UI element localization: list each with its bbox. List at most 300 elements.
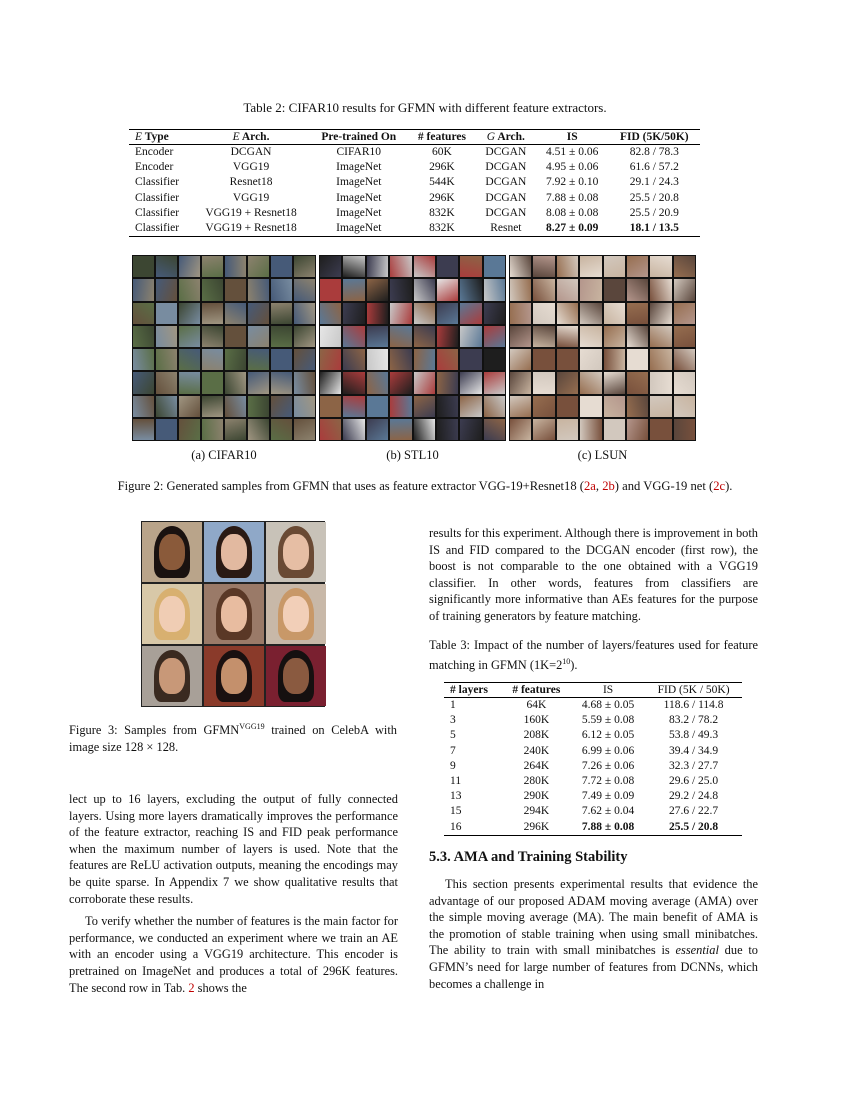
sample-tile (580, 326, 601, 347)
sample-tile (580, 256, 601, 277)
table3-header-fid: FID (5K / 50K) (645, 683, 742, 698)
sample-tile (248, 326, 269, 347)
table2-cell-is: 7.92 ± 0.10 (546, 176, 599, 189)
table2-cell-pre: ImageNet (336, 161, 382, 174)
table3-cell-f: 208K (523, 729, 550, 742)
table3-row (444, 713, 742, 728)
section-title: 5.3. AMA and Training Stability (429, 849, 628, 865)
table2-cell-pre: CIFAR10 (336, 146, 382, 158)
sample-tile (460, 372, 481, 393)
sample-tile (367, 256, 388, 277)
sample-tile (510, 396, 531, 417)
table3-cell-l: 9 (450, 759, 456, 772)
sample-tile (179, 396, 200, 417)
table2-cell-fid: 25.5 / 20.9 (629, 206, 679, 219)
sample-tile (650, 256, 671, 277)
ref-2b[interactable]: 2b (602, 479, 615, 493)
sample-tile (627, 372, 648, 393)
table2-cell-arch: VGG19 (232, 161, 270, 174)
sample-tile (320, 303, 341, 324)
sample-tile (460, 303, 481, 324)
sample-tile (650, 419, 671, 440)
sample-tile (604, 303, 625, 324)
sample-tile (627, 419, 648, 440)
table3-row (444, 789, 742, 804)
sample-tile (367, 279, 388, 300)
table3-cell-is: 5.59 ± 0.08 (581, 714, 635, 727)
sample-tile (414, 326, 435, 347)
sample-tile (367, 372, 388, 393)
sample-tile (414, 396, 435, 417)
sample-tile (604, 349, 625, 370)
table2-cell-pre: ImageNet (310, 221, 408, 237)
table3-cell-is: 7.88 ± 0.08 (571, 820, 645, 836)
table2-cell-type: Classifier (129, 221, 192, 237)
sample-tile (343, 326, 364, 347)
sample-tile (202, 279, 223, 300)
sample-tile (367, 326, 388, 347)
sample-tile (627, 349, 648, 370)
sample-tile (510, 256, 531, 277)
table2-cell-fid: 25.5 / 20.8 (629, 191, 679, 204)
table2-header-features: # features (408, 130, 476, 145)
sample-tile (650, 279, 671, 300)
sample-tile (627, 396, 648, 417)
sample-tile (390, 326, 411, 347)
sample-tile (674, 326, 695, 347)
face-sample (204, 646, 264, 706)
sample-tile (414, 303, 435, 324)
sample-tile (604, 396, 625, 417)
sample-tile (390, 303, 411, 324)
sample-tile (271, 303, 292, 324)
table3-cell-is: 4.68 ± 0.05 (581, 699, 635, 711)
table2-row (129, 191, 700, 206)
sample-tile (460, 279, 481, 300)
sample-tile (510, 419, 531, 440)
ref-tab2[interactable]: 2 (188, 980, 195, 995)
sample-tile (437, 349, 458, 370)
sample-tile (367, 419, 388, 440)
sample-tile (460, 326, 481, 347)
table3-cell-fid: 27.6 / 22.7 (668, 805, 719, 818)
table2-row (129, 206, 700, 221)
table3-caption: Table 3: Impact of the number of layers/features used for feature matching in GFMN $(1K=2^{10})$. (429, 638, 758, 672)
right-paragraph-2: This section presents experimental results that evidence the advantage of our proposed ADAM moving average (AMA) over the simple moving average (MA). The main benefit of AMA is the promotion of stable training when using small minibatches. The ability to train with small minibatches is essential due to GFMN’s need for large number of features from DCNNs, which becomes a challenge in (429, 877, 758, 991)
sample-tile (294, 349, 315, 370)
face-sample (142, 522, 202, 582)
table3-cell-l: 5 (450, 729, 456, 742)
sample-tile (133, 349, 154, 370)
table3-row (444, 728, 742, 743)
sample-tile (510, 326, 531, 347)
sample-tile (510, 279, 531, 300)
sample-tile (133, 279, 154, 300)
sample-tile (484, 303, 505, 324)
sample-tile (271, 326, 292, 347)
sample-tile (533, 279, 554, 300)
table2-cell-type: Encoder (135, 161, 174, 174)
sample-tile (674, 396, 695, 417)
sample-tile (510, 349, 531, 370)
sample-tile (650, 349, 671, 370)
cifar10-samples-image (132, 255, 316, 441)
sample-tile (604, 279, 625, 300)
table3-cell-is: 6.99 ± 0.06 (581, 744, 635, 757)
sample-tile (271, 396, 292, 417)
sample-tile (627, 303, 648, 324)
face-sample (142, 646, 202, 706)
subcaption-cifar10: (a) CIFAR10 (191, 448, 257, 462)
sample-tile (557, 303, 578, 324)
sample-tile (294, 396, 315, 417)
sample-tile (271, 256, 292, 277)
sample-tile (343, 419, 364, 440)
sample-tile (533, 326, 554, 347)
face-sample (266, 522, 326, 582)
sample-tile (294, 279, 315, 300)
table3-cell-l: 15 (450, 805, 462, 818)
table3-cell-f: 160K (523, 714, 550, 727)
table3-cell-fid: 32.3 / 27.7 (668, 759, 719, 772)
sample-tile (437, 256, 458, 277)
sample-tile (343, 279, 364, 300)
sample-tile (320, 256, 341, 277)
left-paragraph-2: To verify whether the number of features is the main factor for performance, we conducted an experiment where we train an AE with an encoder using a VGG19 architecture. This encoder is pretrained on ImageNet and produces a total of 296K features. The second row in Tab. 2 shows the (69, 914, 398, 995)
sample-tile (484, 372, 505, 393)
sample-tile (343, 303, 364, 324)
table3-header-features: # features (502, 683, 571, 698)
table3-row (444, 698, 742, 714)
sample-tile (225, 326, 246, 347)
face-sample (204, 584, 264, 644)
sample-tile (674, 372, 695, 393)
table3-cell-fid: 53.8 / 49.3 (668, 729, 719, 742)
sample-tile (156, 419, 177, 440)
sample-tile (133, 419, 154, 440)
sample-tile (133, 326, 154, 347)
sample-tile (320, 419, 341, 440)
sample-tile (202, 396, 223, 417)
table2-cell-is: 7.88 ± 0.08 (546, 191, 599, 204)
sample-tile (604, 256, 625, 277)
subcaption-stl10: (b) STL10 (386, 448, 439, 462)
sample-tile (390, 279, 411, 300)
sample-tile (557, 396, 578, 417)
table2-cell-pre: ImageNet (336, 191, 382, 204)
sample-tile (533, 419, 554, 440)
sample-tile (294, 326, 315, 347)
table2-header-garch: G Arch. (476, 130, 536, 145)
table3-header-layers: # layers (444, 683, 502, 698)
sample-tile (202, 349, 223, 370)
table3-cell-fid: 29.6 / 25.0 (668, 775, 719, 788)
table2-header-earch: E Arch. (192, 130, 309, 145)
table3-header-is: IS (571, 683, 645, 698)
table3-cell-f: 296K (502, 820, 571, 836)
sample-tile (248, 256, 269, 277)
sample-tile (437, 326, 458, 347)
sample-tile (580, 372, 601, 393)
sample-tile (179, 326, 200, 347)
table2-cell-fid: 61.6 / 57.2 (629, 161, 679, 174)
sample-tile (294, 372, 315, 393)
sample-tile (225, 303, 246, 324)
sample-tile (294, 303, 315, 324)
sample-tile (156, 303, 177, 324)
sample-tile (533, 303, 554, 324)
sample-tile (580, 349, 601, 370)
sample-tile (367, 303, 388, 324)
sample-tile (674, 349, 695, 370)
sample-tile (202, 372, 223, 393)
table2-cell-feat: 296K (429, 161, 455, 174)
sample-tile (390, 419, 411, 440)
table2-row (129, 160, 700, 175)
sample-tile (179, 303, 200, 324)
sample-tile (484, 256, 505, 277)
table2-cell-arch: Resnet18 (229, 176, 273, 189)
sample-tile (437, 303, 458, 324)
stl10-samples-image (319, 255, 506, 441)
sample-tile (627, 279, 648, 300)
sample-tile (320, 372, 341, 393)
ref-2a[interactable]: 2a (584, 479, 596, 493)
table2-header-is: IS (536, 130, 609, 145)
sample-tile (133, 396, 154, 417)
sample-tile (320, 326, 341, 347)
sample-tile (484, 419, 505, 440)
sample-tile (627, 256, 648, 277)
face-sample (266, 584, 326, 644)
table2-cell-feat: 544K (429, 176, 455, 189)
sample-tile (414, 349, 435, 370)
table2-caption: Table 2: CIFAR10 results for GFMN with different feature extractors. (243, 100, 607, 115)
table3-cell-l: 7 (450, 744, 456, 757)
table3-cell-f: 280K (523, 775, 550, 788)
sample-tile (390, 372, 411, 393)
table2-cell-type: Classifier (135, 191, 180, 204)
table2-cell-is: 4.51 ± 0.06 (546, 146, 599, 158)
sample-tile (202, 256, 223, 277)
sample-tile (179, 419, 200, 440)
subcaption-lsun: (c) LSUN (577, 448, 628, 462)
sample-tile (133, 372, 154, 393)
sample-tile (650, 396, 671, 417)
sample-tile (557, 372, 578, 393)
table3-cell-f: 294K (523, 805, 550, 818)
sample-tile (604, 419, 625, 440)
sample-tile (674, 279, 695, 300)
table2-cell-feat: 832K (429, 206, 455, 219)
table2-cell-g: DCGAN (485, 146, 527, 158)
table3-cell-fid: 25.5 / 20.8 (645, 820, 742, 836)
sample-tile (179, 279, 200, 300)
sample-tile (437, 372, 458, 393)
table2-cell-feat: 832K (408, 221, 476, 237)
sample-tile (533, 372, 554, 393)
table2-cell-is: 8.27 ± 0.09 (536, 221, 609, 237)
table2-header-pretrained: Pre-trained On (310, 130, 408, 145)
table2 (129, 129, 700, 237)
sample-tile (390, 349, 411, 370)
table2-cell-is: 8.08 ± 0.08 (546, 206, 599, 219)
sample-tile (156, 349, 177, 370)
table3-cell-l: 13 (450, 790, 462, 803)
table2-cell-pre: ImageNet (336, 176, 382, 189)
sample-tile (460, 396, 481, 417)
table2-cell-arch: VGG19 (232, 191, 270, 204)
sample-tile (367, 349, 388, 370)
sample-tile (484, 326, 505, 347)
ref-2c[interactable]: 2c (713, 479, 726, 493)
table2-cell-g: DCGAN (485, 161, 527, 174)
sample-tile (202, 303, 223, 324)
sample-tile (650, 326, 671, 347)
sample-tile (580, 419, 601, 440)
table3-cell-is: 7.49 ± 0.09 (581, 790, 635, 803)
sample-tile (248, 372, 269, 393)
sample-tile (271, 372, 292, 393)
sample-tile (580, 396, 601, 417)
sample-tile (414, 279, 435, 300)
table2-cell-g: DCGAN (485, 191, 527, 204)
sample-tile (225, 372, 246, 393)
sample-tile (225, 256, 246, 277)
table2-cell-arch: VGG19 + Resnet18 (205, 206, 297, 219)
table2-cell-is: 4.95 ± 0.06 (546, 161, 599, 174)
table3-cell-l: 3 (450, 714, 456, 727)
table2-cell-g: Resnet (476, 221, 536, 237)
sample-tile (248, 349, 269, 370)
sample-tile (390, 396, 411, 417)
table3-cell-fid: 39.4 / 34.9 (668, 744, 719, 757)
sample-tile (437, 419, 458, 440)
table3-cell-fid: 29.2 / 24.8 (668, 790, 719, 803)
sample-tile (510, 372, 531, 393)
sample-tile (294, 256, 315, 277)
table3-cell-l: 11 (450, 775, 462, 788)
table3-row (444, 804, 742, 819)
sample-tile (557, 419, 578, 440)
table3-cell-is: 7.62 ± 0.04 (581, 805, 635, 818)
table2-cell-fid: 18.1 / 13.5 (609, 221, 700, 237)
table2-cell-feat: 60K (432, 146, 452, 158)
table3-cell-f: 64K (526, 699, 547, 711)
sample-tile (320, 396, 341, 417)
sample-tile (484, 279, 505, 300)
sample-tile (248, 279, 269, 300)
sample-tile (156, 279, 177, 300)
table3-cell-l: 1 (450, 699, 456, 711)
sample-tile (604, 326, 625, 347)
sample-tile (179, 372, 200, 393)
sample-tile (225, 279, 246, 300)
table3-cell-is: 6.12 ± 0.05 (581, 729, 635, 742)
sample-tile (133, 303, 154, 324)
sample-tile (437, 279, 458, 300)
table2-row (129, 175, 700, 190)
table3-cell-f: 290K (523, 790, 550, 803)
sample-tile (248, 303, 269, 324)
sample-tile (674, 256, 695, 277)
celeba-samples-image (141, 521, 325, 707)
sample-tile (156, 256, 177, 277)
sample-tile (674, 303, 695, 324)
face-sample (266, 646, 326, 706)
face-sample (142, 584, 202, 644)
figure3-caption: Figure 3: Samples from $GFMN^{VGG19}$ trained on CelebA with image size 128 × 128. (69, 722, 397, 754)
sample-tile (414, 372, 435, 393)
sample-tile (557, 279, 578, 300)
figure2-caption: Figure 2: Generated samples from GFMN that uses as feature extractor VGG-19+Resnet18 (2a, 2b) and VGG-19 net (2c). (117, 479, 733, 493)
sample-tile (320, 279, 341, 300)
sample-tile (580, 279, 601, 300)
sample-tile (202, 419, 223, 440)
table3-cell-is: 7.26 ± 0.06 (581, 759, 635, 772)
sample-tile (179, 349, 200, 370)
table3-row (444, 774, 742, 789)
table3 (444, 682, 742, 836)
sample-tile (343, 372, 364, 393)
sample-tile (414, 256, 435, 277)
sample-tile (367, 396, 388, 417)
sample-tile (248, 419, 269, 440)
table2-row (129, 145, 700, 161)
sample-tile (225, 396, 246, 417)
sample-tile (580, 303, 601, 324)
sample-tile (343, 396, 364, 417)
table2-cell-arch: VGG19 + Resnet18 (192, 221, 309, 237)
table3-row (444, 759, 742, 774)
sample-tile (156, 396, 177, 417)
table2-cell-fid: 29.1 / 24.3 (629, 176, 679, 189)
sample-tile (627, 326, 648, 347)
sample-tile (271, 419, 292, 440)
table2-cell-type: Classifier (135, 176, 180, 189)
sample-tile (650, 372, 671, 393)
sample-tile (604, 372, 625, 393)
table2-cell-type: Encoder (135, 146, 174, 158)
left-paragraph-1: lect up to 16 layers, excluding the output of fully connected layers. Using more layers dramatically improves the performance of the feature extractor, reaching IS and FID peak performance when the maximum number of layers is used. Note that the features are ReLU activation outputs, meaning the encodings may be quite sparse. In Appendix 7 we show qualitative results that corroborate these results. (69, 792, 398, 906)
lsun-samples-image (509, 255, 696, 441)
sample-tile (225, 419, 246, 440)
sample-tile (533, 256, 554, 277)
table2-cell-feat: 296K (429, 191, 455, 204)
table2-row (129, 221, 700, 237)
sample-tile (320, 349, 341, 370)
table2-cell-type: Classifier (135, 206, 180, 219)
sample-tile (484, 396, 505, 417)
sample-tile (533, 349, 554, 370)
sample-tile (179, 256, 200, 277)
table3-row (444, 820, 742, 836)
sample-tile (510, 303, 531, 324)
sample-tile (156, 326, 177, 347)
table2-header-etype: E Type (129, 130, 192, 145)
sample-tile (484, 349, 505, 370)
sample-tile (460, 349, 481, 370)
sample-tile (225, 349, 246, 370)
table3-cell-f: 264K (523, 759, 550, 772)
table2-cell-pre: ImageNet (336, 206, 382, 219)
sample-tile (271, 349, 292, 370)
face-sample (204, 522, 264, 582)
table3-cell-fid: 83.2 / 78.2 (668, 714, 719, 727)
right-paragraph-1: results for this experiment. Although there is improvement in both IS and FID compared to the DCGAN encoder (first row), the boost is not comparable to the one obtained with a VGG19 classifier. In other words, features from classifiers are significantly more informative than AEs features for the purpose of training generators by feature matching. (429, 526, 758, 623)
sample-tile (294, 419, 315, 440)
sample-tile (343, 349, 364, 370)
